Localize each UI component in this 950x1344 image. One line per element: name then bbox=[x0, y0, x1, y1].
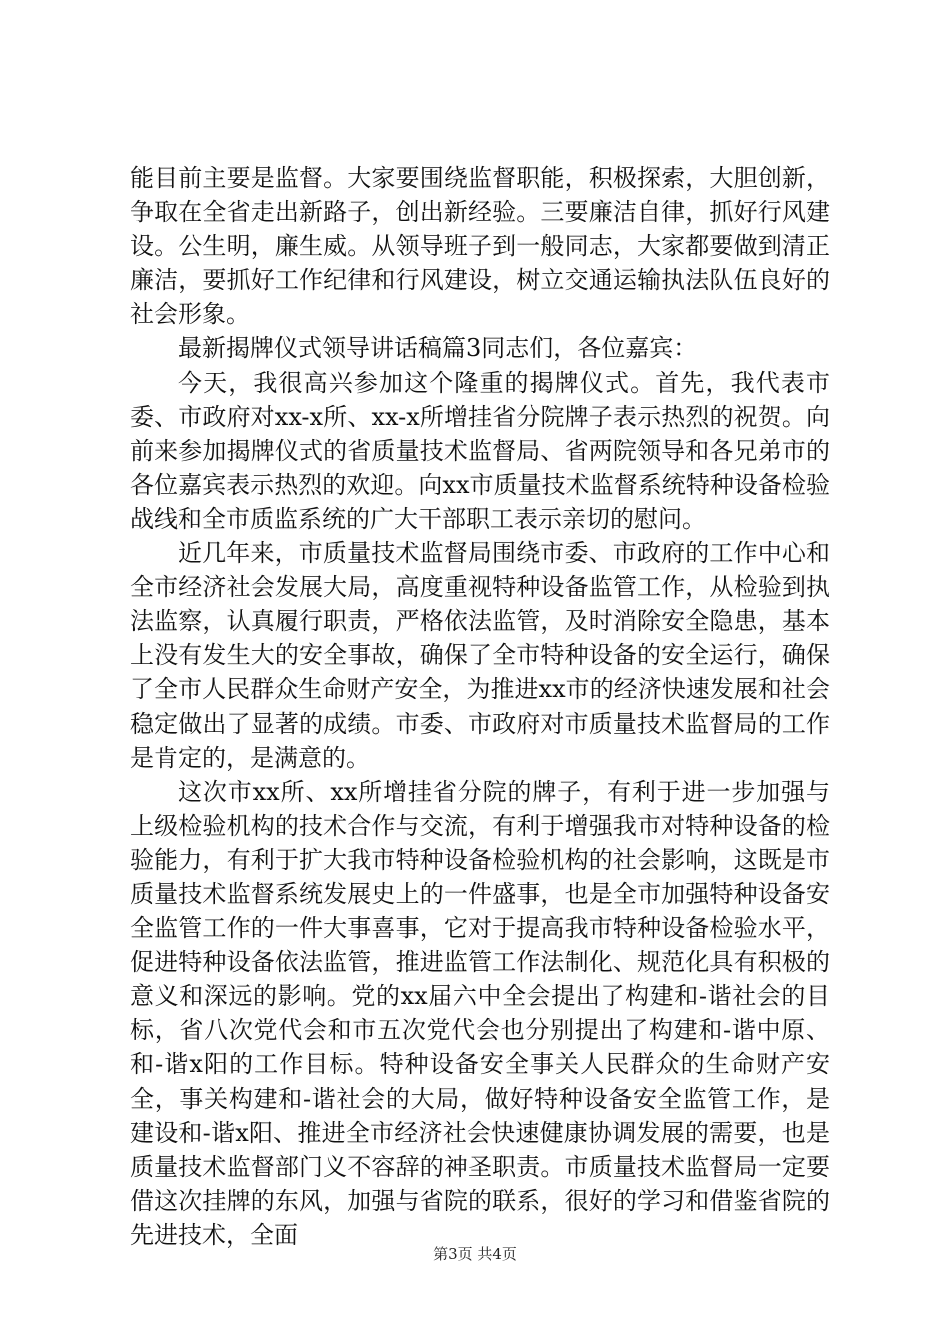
page-footer: 第3页 共4页 bbox=[433, 1245, 517, 1263]
paragraph: 近几年来，市质量技术监督局围绕市委、市政府的工作中心和全市经济社会发展大局，高度重视特种设备监管工作，从检验到执法监察，认真履行职责，严格依法监管，及时消除安全隐患，基本上没有发生大的安全事故，确保了全市特种设备的安全运行，确保了全市人民群众生命财产安全，为推进xx市的经济快速发展和社会稳定做出了显著的成绩。市委、市政府对市质量技术监督局的工作是肯定的，是满意的。 bbox=[130, 539, 830, 772]
paragraph-continuation: 能目前主要是监督。大家要围绕监督职能，积极探索，大胆创新，争取在全省走出新路子，创出新经验。三要廉洁自律，抓好行风建设。公生明，廉生威。从领导班子到一般同志，大家都要做到清正廉洁，要抓好工作纪律和行风建设，树立交通运输执法队伍良好的社会形象。 bbox=[130, 164, 830, 329]
paragraph: 今天，我很高兴参加这个隆重的揭牌仪式。首先，我代表市委、市政府对xx-x所、xx-x所增挂省分院牌子表示热烈的祝贺。向前来参加揭牌仪式的省质量技术监督局、省两院领导和各兄弟市的各位嘉宾表示热烈的欢迎。向xx市质量技术监督系统特种设备检验战线和全市质监系统的广大干部职工表示亲切的慰问。 bbox=[130, 368, 830, 533]
document-body bbox=[130, 161, 830, 1252]
paragraph: 这次市xx所、xx所增挂省分院的牌子，有利于进一步加强与上级检验机构的技术合作与交流，有利于增强我市对特种设备的检验能力，有利于扩大我市特种设备检验机构的社会影响，这既是市质量技术监督系统发展史上的一件盛事，也是全市加强特种设备安全监管工作的一件大事喜事，它对于提高我市特种设备检验水平，促进特种设备依法监管，推进监管工作法制化、规范化具有积极的意义和深远的影响。党的xx届六中全会提出了构建和-谐社会的目标，省八次党代会和市五次党代会也分别提出了构建和-谐中原、和-谐x阳的工作目标。特种设备安全事关人民群众的生命财产安全，事关构建和-谐社会的大局，做好特种设备安全监管工作，是建设和-谐x阳、推进全市经济社会快速健康协调发展的需要，也是质量技术监督部门义不容辞的神圣职责。市质量技术监督局一定要借这次挂牌的东风，加强与省院的联系，很好的学习和借鉴省院的先进技术，全面 bbox=[130, 777, 830, 1249]
paragraph-heading: 最新揭牌仪式领导讲话稿篇3同志们，各位嘉宾： bbox=[178, 334, 698, 363]
